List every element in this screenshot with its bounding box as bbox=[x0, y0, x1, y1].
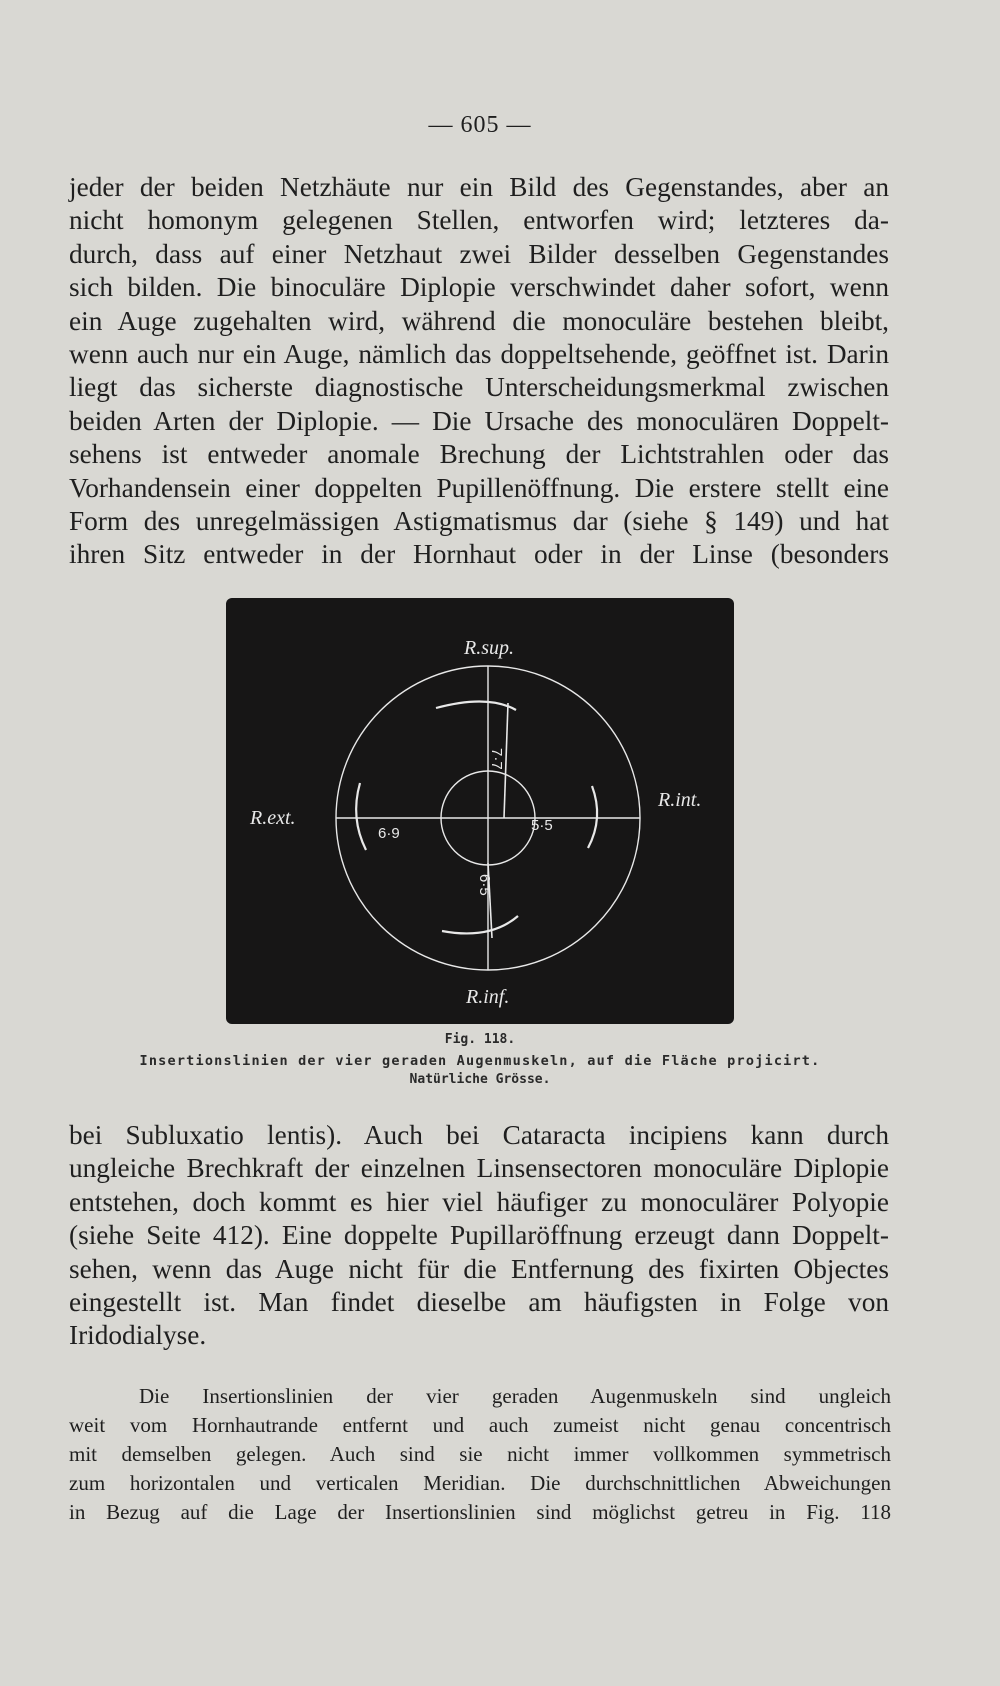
value-right: 5·5 bbox=[531, 817, 553, 834]
text-line: beiden Arten der Diplopie. — Die Ursache des monoculären Doppelt- bbox=[69, 405, 889, 436]
label-r-sup: R.sup. bbox=[464, 637, 514, 659]
label-r-ext: R.ext. bbox=[250, 807, 296, 829]
text-line: bei Subluxatio lentis). Auch bei Cataracta incipiens kann durch bbox=[69, 1120, 889, 1150]
text-line: sich bilden. Die binoculäre Diplopie verschwindet daher sofort, wenn bbox=[69, 272, 889, 303]
muscle-insertion-diagram bbox=[226, 598, 734, 1024]
text-line: sehen, wenn das Auge nicht für die Entfernung des fixirten Objectes bbox=[69, 1253, 889, 1284]
value-left: 6·9 bbox=[378, 825, 400, 842]
text-line: weit vom Hornhautrande entfernt und auch zumeist nicht genau concentrisch bbox=[69, 1413, 891, 1437]
text-line: Iridodialyse. bbox=[69, 1320, 207, 1351]
text-line: mit demselben gelegen. Auch sind sie nicht immer vollkommen symmetrisch bbox=[69, 1442, 891, 1466]
text-line: liegt das sicherste diagnostische Unterscheidungsmerkmal zwischen bbox=[69, 372, 889, 403]
text-line: durch, dass auf einer Netzhaut zwei Bilder desselben Gegenstandes bbox=[69, 238, 889, 269]
text-line: jeder der beiden Netzhäute nur ein Bild des Gegenstandes, aber an bbox=[69, 172, 889, 202]
paragraph-2 bbox=[69, 1119, 889, 1353]
label-r-int: R.int. bbox=[658, 789, 702, 811]
value-top: 7·7 bbox=[488, 748, 505, 770]
text-line: Vorhandensein einer doppelten Pupillenöffnung. Die erstere stellt eine bbox=[69, 472, 889, 503]
text-line: nicht homonym gelegenen Stellen, entworfen wird; letzteres da- bbox=[69, 205, 889, 236]
insertion-line-superior bbox=[436, 701, 516, 710]
text-line: eingestellt ist. Man findet dieselbe am häufigsten in Folge von bbox=[69, 1287, 889, 1318]
figure-caption-subtitle: Natürliche Grösse. bbox=[409, 1072, 551, 1087]
insertion-line-external bbox=[356, 783, 366, 850]
paragraph-1 bbox=[69, 171, 889, 572]
paragraph-3 bbox=[69, 1382, 891, 1527]
text-line: ihren Sitz entweder in der Hornhaut oder in der Linse (besonders bbox=[69, 539, 889, 570]
page-number: — 605 — bbox=[428, 112, 532, 138]
text-line: in Bezug auf die Lage der Insertionslinien sind möglichst getreu in Fig. 118 bbox=[69, 1500, 891, 1524]
text-line: wenn auch nur ein Auge, nämlich das doppeltsehende, geöffnet ist. Darin bbox=[69, 339, 889, 370]
text-line: (siehe Seite 412). Eine doppelte Pupillaröffnung erzeugt dann Doppelt- bbox=[69, 1220, 889, 1251]
text-line: ungleiche Brechkraft der einzelnen Linsensectoren monoculäre Diplopie bbox=[69, 1153, 889, 1184]
text-line: Form des unregelmässigen Astigmatismus dar (siehe § 149) und hat bbox=[69, 506, 889, 537]
insertion-line-internal bbox=[588, 786, 597, 848]
figure-118 bbox=[226, 598, 734, 1024]
label-r-inf: R.inf. bbox=[466, 986, 510, 1008]
text-line: ein Auge zugehalten wird, während die monoculäre bestehen bleibt, bbox=[69, 305, 889, 336]
text-line: sehens ist entweder anomale Brechung der Lichtstrahlen oder das bbox=[69, 439, 889, 470]
insertion-line-inferior bbox=[442, 916, 518, 933]
figure-caption-title: Insertionslinien der vier geraden Augenmuskeln, auf die Fläche projicirt. bbox=[139, 1053, 821, 1069]
text-line: zum horizontalen und verticalen Meridian. Die durchschnittlichen Abweichungen bbox=[69, 1471, 891, 1495]
text-line: entstehen, doch kommt es hier viel häufiger zu monoculärer Polyopie bbox=[69, 1186, 889, 1217]
figure-caption-number: Fig. 118. bbox=[444, 1032, 516, 1047]
text-line: Die Insertionslinien der vier geraden Augenmuskeln sind ungleich bbox=[139, 1384, 891, 1408]
value-bottom: 6·5 bbox=[476, 874, 493, 896]
